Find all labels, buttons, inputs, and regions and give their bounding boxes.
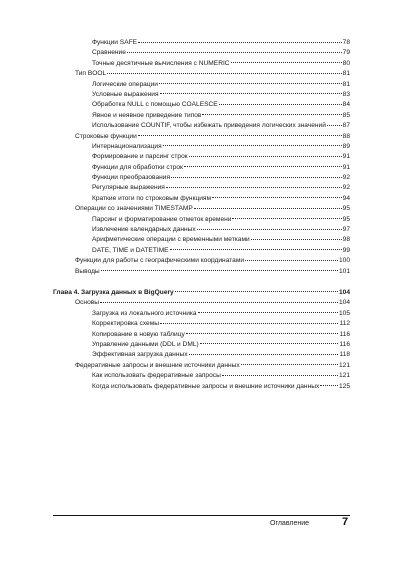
toc-entry-title: Условные выражения: [92, 90, 159, 98]
section-gap: [53, 277, 350, 288]
toc-entry: [53, 309, 350, 319]
toc-entry-title: Формирование и парсинг строк: [92, 153, 188, 161]
dot-leader: [219, 104, 342, 105]
toc-entry-title: Функции для работы с географическими координатами: [75, 257, 245, 265]
toc-entry-title: Функции преобразования: [92, 174, 171, 182]
toc-entry-page: 94: [342, 194, 350, 202]
toc-entry: [53, 267, 350, 277]
toc-entry-title: Корректировка схемы: [92, 320, 159, 328]
toc-entry: [53, 48, 350, 58]
toc-entry-title: Регулярные выражения: [92, 184, 165, 192]
toc-entry-page: 121: [338, 361, 350, 369]
toc-entry-page: 95: [342, 215, 350, 223]
toc-entry: [53, 90, 350, 100]
dot-leader: [197, 229, 342, 230]
toc-entry-title: Выводы: [75, 267, 100, 275]
toc-entry-title: Когда использовать федеративные запросы и внешние источники данных: [92, 382, 320, 390]
toc-entry: [53, 121, 350, 131]
toc-entry-title: Копирование в новую таблицу: [92, 330, 185, 338]
dot-leader: [189, 156, 342, 157]
toc-entry: [53, 59, 350, 69]
toc-entry: [53, 350, 350, 360]
toc-entry: [53, 183, 350, 193]
toc-entry-page: 98: [342, 236, 350, 244]
toc-entry: [53, 382, 350, 392]
toc-entry-page: 104: [338, 288, 350, 296]
toc-entry: [53, 235, 350, 245]
toc-entry: [53, 371, 350, 381]
toc-entry-page: 121: [338, 372, 350, 380]
toc-entry-page: 89: [342, 142, 350, 150]
dot-leader: [186, 333, 339, 334]
toc-entry-page: 91: [342, 163, 350, 171]
toc-entry-page: 79: [342, 49, 350, 57]
footer-label: Оглавление: [270, 520, 310, 527]
toc-entry: [53, 38, 350, 48]
dot-leader: [245, 260, 338, 261]
toc-entry-page: 85: [342, 111, 350, 119]
toc-entry-title: Логические операции: [92, 80, 158, 88]
toc-entry: [53, 152, 350, 162]
dot-leader: [159, 83, 342, 84]
toc-entry: [53, 215, 350, 225]
dot-leader: [231, 62, 342, 63]
toc-entry-page: 116: [339, 330, 350, 338]
dot-leader: [189, 354, 339, 355]
toc-entry-page: 84: [342, 101, 350, 109]
toc-entry-page: 91: [342, 153, 350, 161]
toc-entry: [53, 163, 350, 173]
toc-entry-page: 100: [338, 257, 350, 265]
toc-entry-title: Извлечение календарных данных: [92, 226, 196, 234]
toc-entry-page: 81: [342, 80, 350, 88]
toc-entry-title: Глава 4. Загрузка данных в BigQuery: [53, 288, 174, 296]
dot-leader: [170, 249, 342, 250]
toc-entry: [53, 256, 350, 266]
toc-entry: [53, 330, 350, 340]
toc-entry-title: Загрузка из локального источника: [92, 309, 197, 317]
footer-rule: [53, 515, 350, 516]
page-number: 7: [342, 516, 349, 528]
toc-entry-title: Строковые функции: [75, 132, 137, 140]
toc-entry-page: 80: [342, 59, 350, 67]
dot-leader: [222, 375, 338, 376]
toc-entry: [53, 69, 350, 79]
toc-entry: [53, 111, 350, 121]
toc-entry-page: 83: [342, 90, 350, 98]
toc-entry: [53, 225, 350, 235]
toc-entry-page: 118: [339, 351, 350, 359]
dot-leader: [212, 197, 342, 198]
toc-entry: [53, 80, 350, 90]
toc-entry-title: Использование COUNTIF, чтобы избежать приведения логических значений: [92, 122, 326, 130]
dot-leader: [327, 125, 342, 126]
toc-entry-title: Эффективная загрузка данных: [92, 351, 188, 359]
toc-entry-title: Управление данными (DDL и DML): [92, 340, 199, 348]
toc-entry-page: 95: [342, 205, 350, 213]
toc-entry-page: 104: [338, 299, 350, 307]
toc-entry-title: Сравнение: [92, 49, 126, 57]
toc-entry: [53, 298, 350, 308]
toc-entry-title: Явное и неявное приведение типов: [92, 111, 202, 119]
dot-leader: [184, 166, 342, 167]
toc-entry: [53, 100, 350, 110]
toc-entry: [53, 361, 350, 371]
toc-entry-title: DATE, TIME и DATETIME: [92, 246, 169, 254]
dot-leader: [127, 52, 342, 53]
toc-entry-page: 81: [342, 70, 350, 78]
dot-leader: [200, 343, 339, 344]
toc-entry-title: Обработка NULL с помощью COALESCE: [92, 101, 218, 109]
toc-entry-title: Парсинг и форматирование отметок времени: [92, 215, 232, 223]
toc-entry-page: 112: [339, 320, 350, 328]
toc-entry: [53, 204, 350, 214]
toc-entry-title: Тип BOOL: [75, 70, 107, 78]
dot-leader: [166, 187, 342, 188]
toc-entry: [53, 246, 350, 256]
toc-entry: [53, 319, 350, 329]
dot-leader: [160, 323, 338, 324]
toc-entry-title: Краткие итоги по строковым функциям: [92, 194, 212, 202]
dot-leader: [107, 73, 342, 74]
toc-chapter: [53, 288, 350, 298]
toc-entry-page: 87: [342, 122, 350, 130]
dot-leader: [175, 291, 338, 292]
dot-leader: [138, 135, 342, 136]
toc-entry: [53, 132, 350, 142]
dot-leader: [202, 114, 341, 115]
dot-leader: [138, 42, 342, 43]
toc-entry-title: Арифметические операции с временными метками: [92, 236, 250, 244]
dot-leader: [320, 385, 338, 386]
table-of-contents: [53, 38, 350, 392]
dot-leader: [194, 208, 342, 209]
dot-leader: [251, 239, 342, 240]
dot-leader: [241, 364, 338, 365]
toc-entry: [53, 194, 350, 204]
toc-entry: [53, 173, 350, 183]
dot-leader: [232, 218, 341, 219]
toc-entry-page: 105: [338, 309, 350, 317]
toc-entry-page: 92: [342, 174, 350, 182]
toc-entry-title: Интернационализация: [92, 142, 162, 150]
toc-entry: [53, 340, 350, 350]
dot-leader: [100, 302, 338, 303]
toc-entry-title: Функции для обработки строк: [92, 163, 183, 171]
toc-entry-page: 125: [338, 382, 350, 390]
dot-leader: [198, 312, 338, 313]
toc-entry: [53, 142, 350, 152]
dot-leader: [160, 93, 342, 94]
toc-entry-page: 99: [342, 246, 350, 254]
toc-entry-page: 97: [342, 226, 350, 234]
dot-leader: [171, 177, 342, 178]
toc-entry-title: Операции со значениями TIMESTAMP: [75, 205, 193, 213]
toc-entry-page: 92: [342, 184, 350, 192]
dot-leader: [163, 145, 342, 146]
toc-entry-page: 88: [342, 132, 350, 140]
toc-entry-page: 116: [339, 340, 350, 348]
toc-entry-title: Федеративные запросы и внешние источники данных: [75, 361, 240, 369]
dot-leader: [101, 270, 338, 271]
toc-entry-title: Функции SAFE: [92, 39, 138, 46]
toc-entry-title: Точные десятичные вычисления с NUMERIC: [92, 59, 230, 67]
toc-entry-page: 101: [338, 267, 350, 275]
toc-entry-page: 78: [342, 39, 350, 46]
toc-entry-title: Основы: [75, 299, 99, 307]
toc-entry-title: Как использовать федеративные запросы: [92, 372, 221, 380]
